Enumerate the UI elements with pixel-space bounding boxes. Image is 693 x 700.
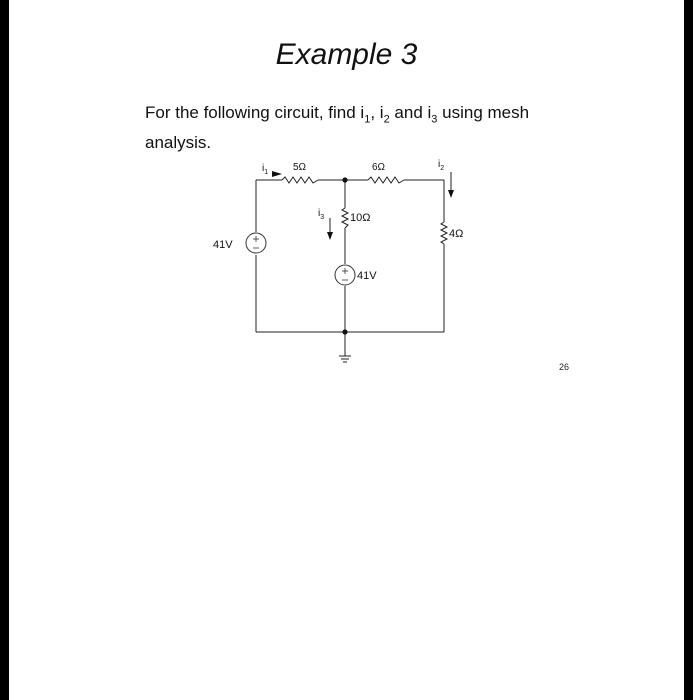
- arrow-i3-head: [327, 232, 333, 240]
- problem-sub-2: 2: [383, 113, 390, 126]
- source-left-label: 41V: [213, 239, 233, 251]
- i3-label: $i_3$: [318, 208, 325, 221]
- arrow-i2-head: [448, 190, 454, 198]
- page-title: Example 3: [275, 38, 418, 71]
- resistor-5-ohm: [282, 177, 318, 183]
- junction-top: [342, 177, 347, 182]
- source-middle-label: 41V: [357, 270, 377, 282]
- resistor-10-ohm: [342, 208, 348, 228]
- resistor-6-label: 6Ω: [372, 162, 386, 173]
- page-number: 26: [559, 362, 570, 372]
- resistor-10-label: 10Ω: [350, 212, 371, 224]
- problem-sub-1: 1: [364, 113, 371, 126]
- arrow-i1-head: [272, 171, 282, 177]
- i1-label: $i_1$: [262, 163, 269, 176]
- problem-text-1: For the following circuit, find i: [145, 103, 365, 122]
- resistor-4-label: 4Ω: [449, 228, 464, 240]
- junction-bottom: [342, 329, 347, 334]
- resistor-5-label: 5Ω: [293, 162, 307, 173]
- resistor-4-ohm: [441, 222, 447, 244]
- resistor-6-ohm: [368, 177, 404, 183]
- i2-label: $i_2$: [438, 159, 445, 172]
- problem-text-2: , i: [370, 103, 384, 122]
- problem-text-4: using mesh analysis.: [145, 103, 530, 153]
- problem-text-3: and i: [389, 103, 432, 122]
- problem-sub-3: 3: [431, 113, 438, 126]
